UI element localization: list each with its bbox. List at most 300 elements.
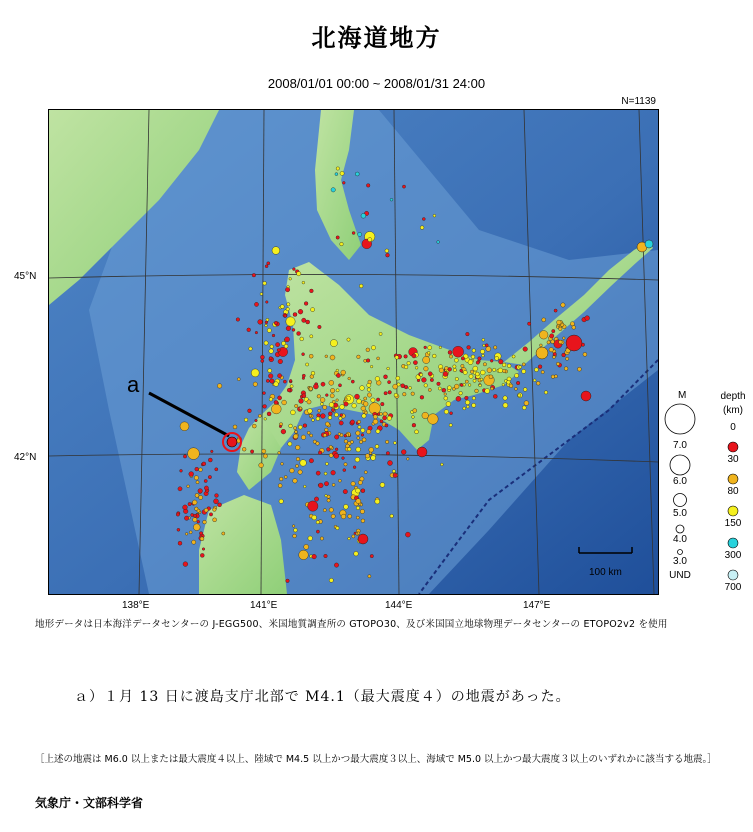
earthquake-marker — [439, 368, 444, 373]
data-source-note: 地形データは日本海洋データセンターの J-EGG500、米国地質調査所の GTOPO30、及び米国国立地球物理データセンターの ETOPO2v2 を使用 — [35, 619, 668, 630]
earthquake-marker — [272, 334, 275, 337]
earthquake-marker — [482, 338, 485, 341]
earthquake-marker — [553, 352, 556, 355]
earthquake-marker — [233, 425, 237, 429]
earthquake-marker — [368, 380, 372, 384]
earthquake-marker — [409, 386, 412, 389]
earthquake-marker — [197, 520, 200, 523]
earthquake-marker — [265, 324, 268, 327]
earthquake-marker — [263, 405, 267, 409]
earthquake-marker — [260, 355, 264, 359]
earthquake-marker — [289, 278, 292, 281]
lon-label-147: 147°E — [523, 600, 551, 611]
earthquake-marker — [300, 337, 304, 341]
earthquake-marker — [388, 391, 392, 395]
earthquake-marker — [428, 388, 431, 391]
earthquake-marker — [250, 450, 253, 453]
earthquake-marker — [260, 293, 263, 296]
earthquake-marker — [428, 372, 432, 376]
earthquake-marker — [254, 302, 258, 306]
earthquake-marker — [347, 338, 350, 341]
earthquake-marker — [334, 403, 338, 407]
earthquake-marker — [198, 489, 203, 494]
earthquake-marker — [373, 419, 378, 424]
earthquake-marker — [352, 535, 355, 538]
earthquake-marker — [274, 382, 279, 387]
earthquake-marker — [279, 425, 282, 428]
legend-magnitude-title: M — [678, 390, 687, 401]
earthquake-marker-large — [581, 391, 591, 401]
earthquake-marker — [217, 384, 222, 389]
earthquake-marker — [199, 532, 202, 535]
earthquake-marker — [390, 198, 393, 201]
earthquake-marker — [468, 384, 471, 387]
earthquake-marker — [486, 346, 491, 351]
earthquake-marker — [340, 414, 343, 417]
earthquake-marker — [298, 309, 303, 314]
earthquake-marker — [585, 316, 590, 321]
earthquake-marker — [559, 340, 563, 344]
earthquake-marker — [335, 448, 338, 451]
earthquake-marker — [461, 357, 464, 360]
earthquake-marker — [444, 410, 448, 414]
earthquake-marker — [318, 409, 321, 412]
earthquake-marker-large — [645, 240, 653, 248]
earthquake-marker — [393, 473, 397, 477]
earthquake-marker — [294, 427, 297, 430]
legend-depth-dot — [728, 442, 738, 452]
earthquake-marker — [323, 509, 326, 512]
earthquake-marker — [338, 384, 341, 387]
earthquake-marker — [465, 400, 470, 405]
criteria-note: ［上述の地震は M6.0 以上または最大震度４以上、陸域で M4.5 以上かつ最大震度３以上、海域で M5.0 以上かつ最大震度３以上のいずれかに該当する地震。］ — [35, 754, 717, 765]
earthquake-marker — [338, 433, 341, 436]
earthquake-marker — [263, 392, 266, 395]
earthquake-marker — [449, 424, 452, 427]
earthquake-marker — [299, 399, 304, 404]
earthquake-marker — [195, 507, 199, 511]
earthquake-marker — [288, 442, 292, 446]
earthquake-marker — [353, 466, 356, 469]
earthquake-marker — [493, 394, 497, 398]
earthquake-marker — [385, 249, 389, 253]
earthquake-marker — [204, 479, 207, 482]
earthquake-marker — [503, 396, 507, 400]
earthquake-marker — [281, 429, 286, 434]
earthquake-marker — [375, 377, 380, 382]
earthquake-marker — [295, 404, 298, 407]
earthquake-marker — [184, 516, 188, 520]
earthquake-marker — [298, 425, 302, 429]
earthquake-marker — [269, 398, 273, 402]
earthquake-marker — [187, 485, 190, 488]
earthquake-marker — [454, 358, 458, 362]
earthquake-marker — [367, 388, 371, 392]
earthquake-marker — [318, 451, 322, 455]
earthquake-marker — [297, 332, 301, 336]
earthquake-marker — [370, 365, 373, 368]
earthquake-marker — [270, 379, 274, 383]
legend-m7 — [665, 404, 695, 434]
earthquake-marker — [368, 575, 371, 578]
earthquake-marker — [356, 488, 361, 493]
earthquake-marker — [483, 363, 486, 366]
earthquake-marker — [266, 379, 269, 382]
earthquake-marker — [310, 335, 313, 338]
earthquake-marker — [312, 419, 315, 422]
earthquake-marker-large — [358, 534, 368, 544]
legend-depth-300: 300 — [724, 550, 742, 561]
earthquake-marker — [512, 355, 515, 358]
earthquake-marker-large — [536, 347, 548, 359]
legend-und-label: UND — [669, 570, 691, 581]
earthquake-marker — [340, 171, 344, 175]
earthquake-marker — [331, 470, 336, 475]
earthquake-marker — [325, 422, 329, 426]
earthquake-marker — [404, 365, 408, 369]
earthquake-marker — [295, 430, 298, 433]
earthquake-marker — [344, 463, 347, 466]
earthquake-marker — [302, 353, 305, 356]
legend-depth-unit: (km) — [723, 405, 743, 416]
earthquake-marker — [272, 247, 280, 255]
earthquake-marker — [362, 438, 366, 442]
earthquake-marker — [318, 483, 323, 488]
earthquake-marker — [325, 494, 328, 497]
earthquake-marker — [432, 354, 436, 358]
earthquake-marker — [412, 354, 416, 358]
earthquake-marker — [466, 405, 469, 408]
earthquake-marker — [330, 340, 337, 347]
earthquake-marker — [453, 368, 456, 371]
earthquake-marker — [343, 489, 347, 493]
legend-m6 — [670, 455, 690, 475]
earthquake-marker — [518, 394, 521, 397]
earthquake-marker — [330, 355, 335, 360]
earthquake-marker — [340, 405, 345, 410]
earthquake-marker — [544, 391, 547, 394]
earthquake-marker — [519, 366, 522, 369]
earthquake-marker — [572, 326, 576, 330]
earthquake-marker — [473, 366, 478, 371]
earthquake-marker — [345, 398, 348, 401]
earthquake-marker — [502, 369, 506, 373]
earthquake-marker — [361, 489, 365, 493]
seismicity-map — [48, 109, 659, 595]
earthquake-marker — [195, 493, 199, 497]
earthquake-marker — [204, 508, 208, 512]
earthquake-marker — [204, 486, 208, 490]
earthquake-marker — [287, 303, 290, 306]
earthquake-marker — [321, 414, 326, 419]
earthquake-marker — [387, 367, 390, 370]
earthquake-marker — [475, 389, 479, 393]
earthquake-marker — [320, 398, 325, 403]
lat-label-45: 45°N — [14, 271, 37, 282]
earthquake-marker — [380, 420, 383, 423]
earthquake-marker — [285, 288, 289, 292]
earthquake-marker — [286, 308, 289, 311]
earthquake-marker — [328, 412, 332, 416]
earthquake-marker — [370, 554, 373, 557]
earthquake-marker — [402, 185, 405, 188]
earthquake-marker — [467, 346, 471, 350]
page-title: 北海道地方 — [311, 24, 442, 52]
earthquake-marker — [460, 384, 463, 387]
earthquake-marker — [336, 389, 339, 392]
earthquake-marker-large — [566, 335, 582, 351]
earthquake-marker — [386, 253, 390, 257]
earthquake-marker — [267, 262, 270, 265]
earthquake-marker — [329, 445, 332, 448]
earthquake-marker — [189, 531, 192, 534]
earthquake-marker — [185, 533, 188, 536]
earthquake-marker — [423, 356, 430, 363]
lon-label-141: 141°E — [250, 600, 278, 611]
earthquake-marker — [308, 501, 318, 511]
earthquake-marker — [455, 377, 458, 380]
earthquake-marker — [312, 554, 317, 559]
earthquake-marker — [269, 357, 272, 360]
earthquake-marker — [503, 403, 508, 408]
earthquake-marker — [321, 382, 325, 386]
earthquake-marker — [422, 378, 427, 383]
earthquake-marker — [472, 403, 476, 407]
earthquake-marker — [557, 320, 562, 325]
earthquake-marker — [208, 458, 212, 462]
earthquake-marker — [424, 384, 428, 388]
earthquake-marker — [534, 368, 538, 372]
earthquake-marker — [336, 373, 340, 377]
earthquake-marker — [242, 447, 246, 451]
earthquake-marker — [540, 344, 543, 347]
earthquake-marker — [357, 532, 360, 535]
earthquake-marker — [261, 359, 264, 362]
earthquake-marker — [441, 463, 444, 466]
earthquake-marker — [413, 409, 417, 413]
earthquake-marker — [331, 409, 334, 412]
earthquake-marker — [344, 434, 347, 437]
earthquake-marker — [471, 355, 475, 359]
earthquake-marker-large — [417, 447, 427, 457]
earthquake-marker — [222, 532, 225, 535]
earthquake-marker — [547, 341, 550, 344]
earthquake-marker — [328, 416, 332, 420]
earthquake-marker — [195, 467, 199, 471]
earthquake-marker — [331, 514, 335, 518]
earthquake-marker — [344, 504, 349, 509]
earthquake-marker — [309, 354, 313, 358]
earthquake-marker — [385, 440, 388, 443]
earthquake-marker — [325, 355, 328, 358]
earthquake-marker — [350, 420, 354, 424]
earthquake-marker — [355, 394, 360, 399]
earthquake-marker — [286, 326, 291, 331]
earthquake-marker — [252, 273, 256, 277]
legend-depth-150: 150 — [724, 518, 742, 529]
earthquake-marker — [214, 499, 219, 504]
earthquake-marker — [310, 434, 313, 437]
earthquake-marker — [335, 435, 339, 439]
earthquake-marker — [287, 388, 291, 392]
earthquake-marker — [461, 364, 464, 367]
earthquake-marker — [428, 414, 439, 425]
earthquake-marker — [188, 448, 200, 460]
earthquake-marker — [393, 441, 396, 444]
earthquake-marker — [282, 400, 287, 405]
earthquake-marker — [538, 365, 542, 369]
earthquake-marker — [215, 494, 219, 498]
earthquake-marker — [292, 328, 295, 331]
legend-depth-dot — [728, 474, 738, 484]
earthquake-marker — [325, 394, 328, 397]
earthquake-marker — [448, 350, 452, 354]
legend-depth-30: 30 — [727, 454, 739, 465]
earthquake-marker — [357, 399, 362, 404]
earthquake-marker — [446, 402, 451, 407]
earthquake-marker — [344, 402, 348, 406]
earthquake-marker — [262, 449, 266, 453]
earthquake-marker — [542, 318, 546, 322]
earthquake-marker — [485, 344, 488, 347]
legend-depth-80: 80 — [727, 486, 739, 497]
earthquake-marker — [334, 453, 339, 458]
earthquake-marker — [509, 384, 513, 388]
earthquake-marker — [407, 458, 410, 461]
event-a-label: a — [127, 372, 140, 397]
earthquake-marker — [334, 563, 338, 567]
earthquake-marker — [369, 447, 374, 452]
earthquake-marker — [180, 422, 189, 431]
earthquake-marker — [422, 412, 429, 419]
earthquake-marker — [183, 505, 188, 510]
earthquake-marker — [366, 348, 370, 352]
earthquake-marker — [302, 394, 306, 398]
earthquake-marker — [299, 550, 309, 560]
earthquake-marker — [209, 513, 212, 516]
legend-depth-0: 0 — [730, 422, 736, 433]
earthquake-marker — [373, 415, 377, 419]
earthquake-marker — [192, 540, 196, 544]
earthquake-marker — [237, 378, 240, 381]
earthquake-marker — [331, 188, 335, 192]
earthquake-marker — [253, 382, 257, 386]
earthquake-marker — [556, 362, 559, 365]
earthquake-marker — [395, 356, 399, 360]
earthquake-marker — [539, 331, 548, 340]
earthquake-marker — [437, 382, 441, 386]
earthquake-marker — [396, 376, 400, 380]
earthquake-marker — [554, 375, 557, 378]
earthquake-marker — [364, 471, 367, 474]
earthquake-marker — [485, 389, 490, 394]
earthquake-marker — [489, 375, 493, 379]
earthquake-marker — [365, 454, 369, 458]
earthquake-marker — [514, 387, 517, 390]
earthquake-marker — [360, 386, 365, 391]
earthquake-marker — [420, 395, 424, 399]
earthquake-marker — [341, 370, 346, 375]
earthquake-marker — [403, 392, 407, 396]
earthquake-marker — [533, 379, 536, 382]
earthquake-marker — [211, 450, 214, 453]
earthquake-marker — [366, 359, 370, 363]
earthquake-marker — [264, 418, 267, 421]
earthquake-marker — [358, 232, 362, 236]
earthquake-marker — [376, 398, 379, 401]
earthquake-marker — [456, 396, 461, 401]
earthquake-marker — [388, 381, 391, 384]
earthquake-marker — [299, 407, 302, 410]
earthquake-marker — [276, 343, 280, 347]
earthquake-marker — [348, 537, 351, 540]
earthquake-marker — [279, 477, 283, 481]
earthquake-marker — [200, 537, 204, 541]
earthquake-marker — [248, 409, 252, 413]
earthquake-marker — [316, 417, 320, 421]
earthquake-marker — [178, 541, 182, 545]
earthquake-marker — [274, 321, 278, 325]
earthquake-marker — [200, 553, 204, 557]
earthquake-marker — [367, 430, 371, 434]
event-count: N=1139 — [621, 96, 656, 107]
earthquake-marker — [561, 303, 565, 307]
earthquake-marker — [188, 502, 191, 505]
earthquake-marker — [390, 514, 394, 518]
earthquake-marker — [196, 481, 199, 484]
earthquake-marker — [381, 402, 385, 406]
earthquake-marker — [336, 369, 339, 372]
earthquake-marker — [258, 320, 263, 325]
earthquake-marker — [559, 327, 563, 331]
earthquake-marker — [387, 416, 391, 420]
earthquake-marker — [407, 361, 411, 365]
earthquake-marker — [344, 440, 348, 444]
earthquake-marker — [268, 374, 273, 379]
earthquake-marker — [357, 437, 360, 440]
earthquake-marker — [352, 403, 357, 408]
earthquake-marker — [329, 380, 334, 385]
earthquake-marker — [213, 508, 217, 512]
earthquake-marker — [428, 346, 432, 350]
earthquake-marker — [249, 347, 253, 351]
earthquake-marker — [564, 367, 568, 371]
earthquake-marker — [478, 357, 482, 361]
earthquake-marker — [362, 414, 366, 418]
earthquake-marker — [300, 460, 307, 467]
earthquake-marker — [318, 325, 322, 329]
earthquake-marker — [375, 445, 379, 449]
earthquake-marker — [309, 459, 313, 463]
earthquake-marker — [473, 379, 476, 382]
earthquake-marker — [289, 379, 292, 382]
earthquake-marker — [549, 348, 553, 352]
earthquake-marker — [412, 416, 415, 419]
earthquake-marker — [258, 414, 261, 417]
earthquake-marker — [348, 377, 351, 380]
earthquake-marker — [351, 482, 355, 486]
earthquake-marker — [358, 425, 361, 428]
earthquake-marker — [360, 509, 364, 513]
earthquake-marker — [541, 371, 544, 374]
earthquake-marker — [247, 328, 251, 332]
earthquake-marker — [439, 346, 442, 349]
period-range: 2008/01/01 00:00 ~ 2008/01/31 24:00 — [267, 76, 486, 91]
earthquake-marker — [453, 346, 464, 357]
legend-depth-dot — [728, 570, 738, 580]
earthquake-marker — [308, 536, 313, 541]
earthquake-marker — [332, 483, 335, 486]
